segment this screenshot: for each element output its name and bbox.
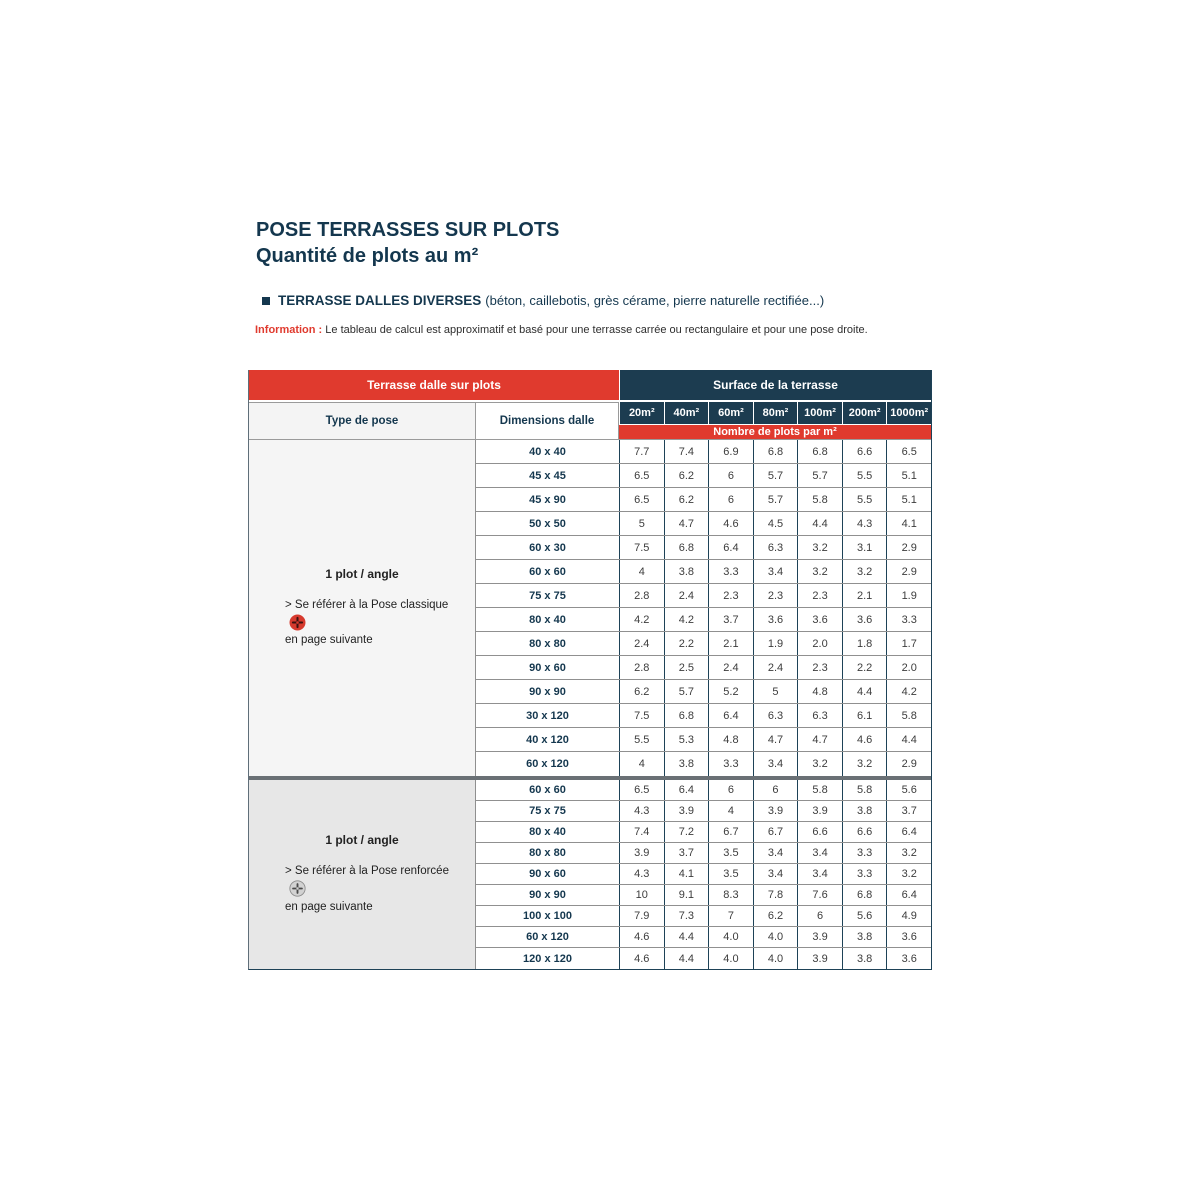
value-cell-200m2: 3.3 bbox=[842, 864, 887, 884]
dimension-cell: 45 x 90 bbox=[529, 493, 566, 506]
reinforced-rows bbox=[476, 780, 931, 969]
page-content bbox=[248, 217, 932, 970]
value-cell-200m2: 5.5 bbox=[842, 488, 887, 511]
page-title bbox=[248, 217, 932, 269]
value-cell-20m2: 4.6 bbox=[619, 948, 664, 969]
dimension-cell: 90 x 60 bbox=[529, 868, 566, 880]
value-cell-100m2: 3.9 bbox=[797, 948, 842, 969]
table-row bbox=[476, 885, 931, 906]
pose-reference-note bbox=[249, 863, 475, 915]
value-cell-80m2: 6.2 bbox=[753, 906, 798, 926]
table-row bbox=[476, 752, 931, 776]
header-terrasse-dalle: Terrasse dalle sur plots bbox=[249, 370, 619, 402]
value-cell-40m2: 9.1 bbox=[664, 885, 709, 905]
value-cell-1000m2: 1.7 bbox=[886, 632, 931, 655]
value-cell-100m2: 6.3 bbox=[797, 704, 842, 727]
value-cell-80m2: 3.4 bbox=[753, 560, 798, 583]
value-cell-60m2: 6.9 bbox=[708, 440, 753, 463]
value-cell-1000m2: 2.9 bbox=[886, 560, 931, 583]
value-cell-60m2: 3.5 bbox=[708, 843, 753, 863]
value-cell-200m2: 4.6 bbox=[842, 728, 887, 751]
header-surface-terrasse: Surface de la terrasse bbox=[619, 370, 931, 402]
pose-title: 1 plot / angle bbox=[325, 833, 399, 848]
value-cell-100m2: 2.3 bbox=[797, 656, 842, 679]
value-cell-40m2: 4.1 bbox=[664, 864, 709, 884]
value-cell-60m2: 7 bbox=[708, 906, 753, 926]
value-cell-40m2: 6.2 bbox=[664, 488, 709, 511]
value-cell-40m2: 6.4 bbox=[664, 780, 709, 800]
value-cell-80m2: 6.7 bbox=[753, 822, 798, 842]
value-cell-200m2: 3.3 bbox=[842, 843, 887, 863]
table-header bbox=[249, 370, 931, 440]
value-cell-20m2: 4.3 bbox=[619, 801, 664, 821]
value-cell-20m2: 2.8 bbox=[619, 656, 664, 679]
value-cell-40m2: 2.4 bbox=[664, 584, 709, 607]
pose-reference-note bbox=[249, 597, 475, 649]
pose-ref-text: > Se référer à la Pose classique bbox=[285, 598, 449, 611]
value-cell-100m2: 3.9 bbox=[797, 801, 842, 821]
value-cell-20m2: 6.5 bbox=[619, 464, 664, 487]
value-cell-80m2: 7.8 bbox=[753, 885, 798, 905]
value-cell-200m2: 6.8 bbox=[842, 885, 887, 905]
value-cell-200m2: 6.6 bbox=[842, 822, 887, 842]
pose-type-cell-renforcee bbox=[249, 780, 476, 969]
value-cell-100m2: 3.9 bbox=[797, 927, 842, 947]
value-cell-200m2: 3.8 bbox=[842, 801, 887, 821]
value-cell-200m2: 4.3 bbox=[842, 512, 887, 535]
dimension-cell: 75 x 75 bbox=[529, 589, 566, 602]
value-cell-60m2: 6.4 bbox=[708, 704, 753, 727]
value-cell-40m2: 3.8 bbox=[664, 752, 709, 776]
value-cell-20m2: 6.5 bbox=[619, 780, 664, 800]
value-cell-100m2: 7.6 bbox=[797, 885, 842, 905]
value-cell-1000m2: 4.1 bbox=[886, 512, 931, 535]
value-cell-60m2: 3.7 bbox=[708, 608, 753, 631]
table-row bbox=[476, 680, 931, 704]
value-cell-20m2: 7.7 bbox=[619, 440, 664, 463]
value-cell-1000m2: 3.6 bbox=[886, 927, 931, 947]
value-cell-200m2: 3.2 bbox=[842, 560, 887, 583]
header-nombre-plots: Nombre de plots par m² bbox=[619, 424, 931, 440]
value-cell-1000m2: 3.6 bbox=[886, 948, 931, 969]
value-cell-20m2: 4 bbox=[619, 560, 664, 583]
value-cell-60m2: 2.4 bbox=[708, 656, 753, 679]
value-cell-100m2: 4.8 bbox=[797, 680, 842, 703]
value-cell-80m2: 4.0 bbox=[753, 927, 798, 947]
value-cell-60m2: 6 bbox=[708, 780, 753, 800]
value-cell-20m2: 6.5 bbox=[619, 488, 664, 511]
value-cell-60m2: 3.5 bbox=[708, 864, 753, 884]
info-text: Le tableau de calcul est approximatif et basé pour une terrasse carrée ou rectangulaire et pour une pose droite. bbox=[325, 324, 868, 336]
value-cell-100m2: 2.0 bbox=[797, 632, 842, 655]
value-cell-80m2: 1.9 bbox=[753, 632, 798, 655]
pose-title: 1 plot / angle bbox=[325, 566, 399, 581]
value-cell-60m2: 8.3 bbox=[708, 885, 753, 905]
dimension-cell: 40 x 120 bbox=[526, 733, 569, 746]
value-cell-80m2: 3.4 bbox=[753, 752, 798, 776]
value-cell-40m2: 7.4 bbox=[664, 440, 709, 463]
value-cell-100m2: 6.6 bbox=[797, 822, 842, 842]
value-cell-100m2: 2.3 bbox=[797, 584, 842, 607]
section-heading-detail: (béton, caillebotis, grès cérame, pierre naturelle rectifiée...) bbox=[485, 293, 825, 308]
value-cell-80m2: 6.3 bbox=[753, 704, 798, 727]
value-cell-80m2: 2.4 bbox=[753, 656, 798, 679]
dimension-cell: 90 x 60 bbox=[529, 661, 566, 674]
table-row bbox=[476, 632, 931, 656]
value-cell-80m2: 5 bbox=[753, 680, 798, 703]
reinforced-plot-icon bbox=[289, 880, 306, 897]
value-cell-1000m2: 5.8 bbox=[886, 704, 931, 727]
dimension-cell: 45 x 45 bbox=[529, 469, 566, 482]
value-cell-80m2: 4.0 bbox=[753, 948, 798, 969]
value-cell-1000m2: 3.2 bbox=[886, 843, 931, 863]
section-heading bbox=[248, 293, 932, 308]
table-row bbox=[476, 704, 931, 728]
value-cell-80m2: 6 bbox=[753, 780, 798, 800]
value-cell-200m2: 5.6 bbox=[842, 906, 887, 926]
value-cell-200m2: 3.8 bbox=[842, 948, 887, 969]
page-title-line1: POSE TERRASSES SUR PLOTS bbox=[256, 219, 560, 241]
value-cell-1000m2: 6.4 bbox=[886, 885, 931, 905]
value-cell-60m2: 4.0 bbox=[708, 948, 753, 969]
value-cell-40m2: 4.2 bbox=[664, 608, 709, 631]
value-cell-200m2: 6.6 bbox=[842, 440, 887, 463]
value-cell-60m2: 4.0 bbox=[708, 927, 753, 947]
value-cell-1000m2: 2.9 bbox=[886, 752, 931, 776]
value-cell-1000m2: 3.7 bbox=[886, 801, 931, 821]
value-cell-40m2: 2.5 bbox=[664, 656, 709, 679]
value-cell-20m2: 4 bbox=[619, 752, 664, 776]
value-cell-1000m2: 5.1 bbox=[886, 488, 931, 511]
table-row bbox=[476, 780, 931, 801]
value-cell-20m2: 4.3 bbox=[619, 864, 664, 884]
value-cell-40m2: 7.2 bbox=[664, 822, 709, 842]
value-cell-40m2: 5.7 bbox=[664, 680, 709, 703]
info-label: Information : bbox=[255, 324, 323, 336]
header-surface-20m2: 20m² bbox=[619, 402, 664, 424]
value-cell-40m2: 4.4 bbox=[664, 927, 709, 947]
table-row bbox=[476, 536, 931, 560]
table-row bbox=[476, 906, 931, 927]
value-cell-200m2: 5.8 bbox=[842, 780, 887, 800]
value-cell-60m2: 2.1 bbox=[708, 632, 753, 655]
table-row bbox=[476, 464, 931, 488]
value-cell-60m2: 2.3 bbox=[708, 584, 753, 607]
value-cell-80m2: 3.4 bbox=[753, 864, 798, 884]
value-cell-40m2: 2.2 bbox=[664, 632, 709, 655]
table-row bbox=[476, 512, 931, 536]
value-cell-60m2: 6 bbox=[708, 464, 753, 487]
value-cell-100m2: 3.2 bbox=[797, 560, 842, 583]
value-cell-40m2: 6.2 bbox=[664, 464, 709, 487]
dimension-cell: 60 x 120 bbox=[526, 758, 569, 770]
dimension-cell: 100 x 100 bbox=[523, 910, 572, 922]
value-cell-1000m2: 4.4 bbox=[886, 728, 931, 751]
value-cell-100m2: 6.8 bbox=[797, 440, 842, 463]
value-cell-60m2: 3.3 bbox=[708, 560, 753, 583]
page-title-line2: Quantité de plots au m² bbox=[256, 245, 479, 267]
value-cell-200m2: 6.1 bbox=[842, 704, 887, 727]
header-surface-200m2: 200m² bbox=[842, 402, 887, 424]
value-cell-20m2: 7.4 bbox=[619, 822, 664, 842]
dimension-cell: 80 x 80 bbox=[529, 637, 566, 650]
value-cell-20m2: 7.5 bbox=[619, 704, 664, 727]
value-cell-1000m2: 4.2 bbox=[886, 680, 931, 703]
value-cell-100m2: 3.2 bbox=[797, 536, 842, 559]
value-cell-60m2: 5.2 bbox=[708, 680, 753, 703]
table-row bbox=[476, 843, 931, 864]
value-cell-60m2: 6 bbox=[708, 488, 753, 511]
value-cell-1000m2: 2.9 bbox=[886, 536, 931, 559]
value-cell-80m2: 5.7 bbox=[753, 464, 798, 487]
table-row bbox=[476, 864, 931, 885]
value-cell-40m2: 7.3 bbox=[664, 906, 709, 926]
value-cell-100m2: 4.7 bbox=[797, 728, 842, 751]
value-cell-1000m2: 6.5 bbox=[886, 440, 931, 463]
value-cell-20m2: 3.9 bbox=[619, 843, 664, 863]
value-cell-200m2: 2.1 bbox=[842, 584, 887, 607]
value-cell-20m2: 2.8 bbox=[619, 584, 664, 607]
value-cell-100m2: 3.2 bbox=[797, 752, 842, 776]
info-line bbox=[248, 324, 932, 336]
value-cell-1000m2: 2.0 bbox=[886, 656, 931, 679]
header-surface-60m2: 60m² bbox=[708, 402, 753, 424]
value-cell-40m2: 6.8 bbox=[664, 704, 709, 727]
value-cell-20m2: 5.5 bbox=[619, 728, 664, 751]
square-bullet-icon bbox=[262, 297, 270, 305]
value-cell-40m2: 4.4 bbox=[664, 948, 709, 969]
value-cell-80m2: 3.4 bbox=[753, 843, 798, 863]
table-row bbox=[476, 584, 931, 608]
table-row bbox=[476, 728, 931, 752]
dimension-cell: 90 x 90 bbox=[529, 889, 566, 901]
classic-plot-icon bbox=[289, 614, 306, 631]
table-row bbox=[476, 948, 931, 969]
header-surface-80m2: 80m² bbox=[753, 402, 798, 424]
dimension-cell: 80 x 40 bbox=[529, 826, 566, 838]
value-cell-1000m2: 1.9 bbox=[886, 584, 931, 607]
pose-ref-text2: en page suivante bbox=[285, 634, 373, 647]
value-cell-200m2: 3.6 bbox=[842, 608, 887, 631]
value-cell-80m2: 3.6 bbox=[753, 608, 798, 631]
value-cell-40m2: 6.8 bbox=[664, 536, 709, 559]
dimension-cell: 60 x 30 bbox=[529, 541, 566, 554]
value-cell-20m2: 5 bbox=[619, 512, 664, 535]
table-section-pose-renforcee bbox=[249, 780, 931, 969]
dimension-cell: 120 x 120 bbox=[523, 952, 572, 965]
value-cell-40m2: 3.8 bbox=[664, 560, 709, 583]
table-section-pose-classique bbox=[249, 440, 931, 776]
value-cell-20m2: 7.5 bbox=[619, 536, 664, 559]
value-cell-60m2: 6.7 bbox=[708, 822, 753, 842]
value-cell-20m2: 4.2 bbox=[619, 608, 664, 631]
value-cell-100m2: 3.4 bbox=[797, 864, 842, 884]
value-cell-60m2: 4 bbox=[708, 801, 753, 821]
value-cell-200m2: 4.4 bbox=[842, 680, 887, 703]
dimension-cell: 40 x 40 bbox=[529, 445, 566, 458]
value-cell-200m2: 3.2 bbox=[842, 752, 887, 776]
value-cell-200m2: 2.2 bbox=[842, 656, 887, 679]
value-cell-1000m2: 5.6 bbox=[886, 780, 931, 800]
value-cell-80m2: 4.5 bbox=[753, 512, 798, 535]
value-cell-100m2: 3.4 bbox=[797, 843, 842, 863]
value-cell-200m2: 5.5 bbox=[842, 464, 887, 487]
classic-rows bbox=[476, 440, 931, 776]
value-cell-80m2: 6.8 bbox=[753, 440, 798, 463]
header-dimensions-dalle: Dimensions dalle bbox=[476, 402, 619, 440]
value-cell-60m2: 6.4 bbox=[708, 536, 753, 559]
value-cell-40m2: 5.3 bbox=[664, 728, 709, 751]
header-surface-40m2: 40m² bbox=[664, 402, 709, 424]
value-cell-1000m2: 4.9 bbox=[886, 906, 931, 926]
value-cell-20m2: 10 bbox=[619, 885, 664, 905]
value-cell-80m2: 3.9 bbox=[753, 801, 798, 821]
value-cell-80m2: 5.7 bbox=[753, 488, 798, 511]
table-row bbox=[476, 560, 931, 584]
pose-type-cell-classique bbox=[249, 440, 476, 776]
value-cell-80m2: 2.3 bbox=[753, 584, 798, 607]
dimension-cell: 60 x 120 bbox=[526, 931, 569, 943]
dimension-cell: 30 x 120 bbox=[526, 709, 569, 722]
table-row bbox=[476, 440, 931, 464]
value-cell-80m2: 4.7 bbox=[753, 728, 798, 751]
dimension-cell: 60 x 60 bbox=[529, 784, 566, 796]
table-row bbox=[476, 608, 931, 632]
value-cell-200m2: 1.8 bbox=[842, 632, 887, 655]
value-cell-100m2: 4.4 bbox=[797, 512, 842, 535]
table-row bbox=[476, 822, 931, 843]
value-cell-60m2: 4.6 bbox=[708, 512, 753, 535]
value-cell-40m2: 3.7 bbox=[664, 843, 709, 863]
value-cell-100m2: 6 bbox=[797, 906, 842, 926]
dimension-cell: 75 x 75 bbox=[529, 805, 566, 817]
value-cell-60m2: 3.3 bbox=[708, 752, 753, 776]
value-cell-1000m2: 3.3 bbox=[886, 608, 931, 631]
dimension-cell: 60 x 60 bbox=[529, 565, 566, 578]
value-cell-100m2: 5.8 bbox=[797, 780, 842, 800]
dimension-cell: 90 x 90 bbox=[529, 685, 566, 698]
value-cell-60m2: 4.8 bbox=[708, 728, 753, 751]
table-row bbox=[476, 488, 931, 512]
table-row bbox=[476, 656, 931, 680]
value-cell-20m2: 7.9 bbox=[619, 906, 664, 926]
pose-ref-text2: en page suivante bbox=[285, 900, 373, 913]
value-cell-100m2: 3.6 bbox=[797, 608, 842, 631]
value-cell-1000m2: 5.1 bbox=[886, 464, 931, 487]
value-cell-200m2: 3.1 bbox=[842, 536, 887, 559]
value-cell-20m2: 2.4 bbox=[619, 632, 664, 655]
value-cell-200m2: 3.8 bbox=[842, 927, 887, 947]
dimension-cell: 80 x 40 bbox=[529, 613, 566, 626]
table-row bbox=[476, 801, 931, 822]
value-cell-100m2: 5.7 bbox=[797, 464, 842, 487]
value-cell-100m2: 5.8 bbox=[797, 488, 842, 511]
value-cell-1000m2: 3.2 bbox=[886, 864, 931, 884]
value-cell-20m2: 6.2 bbox=[619, 680, 664, 703]
header-surface-1000m2: 1000m² bbox=[886, 402, 931, 424]
value-cell-20m2: 4.6 bbox=[619, 927, 664, 947]
value-cell-1000m2: 6.4 bbox=[886, 822, 931, 842]
value-cell-40m2: 3.9 bbox=[664, 801, 709, 821]
value-cell-40m2: 4.7 bbox=[664, 512, 709, 535]
value-cell-80m2: 6.3 bbox=[753, 536, 798, 559]
dimension-cell: 80 x 80 bbox=[529, 847, 566, 859]
header-surface-100m2: 100m² bbox=[797, 402, 842, 424]
section-heading-bold: TERRASSE DALLES DIVERSES bbox=[278, 293, 482, 308]
dimension-cell: 50 x 50 bbox=[529, 517, 566, 530]
header-type-de-pose: Type de pose bbox=[249, 402, 476, 440]
pose-ref-text: > Se référer à la Pose renforcée bbox=[285, 865, 449, 878]
table-row bbox=[476, 927, 931, 948]
plots-quantity-table bbox=[248, 370, 932, 970]
